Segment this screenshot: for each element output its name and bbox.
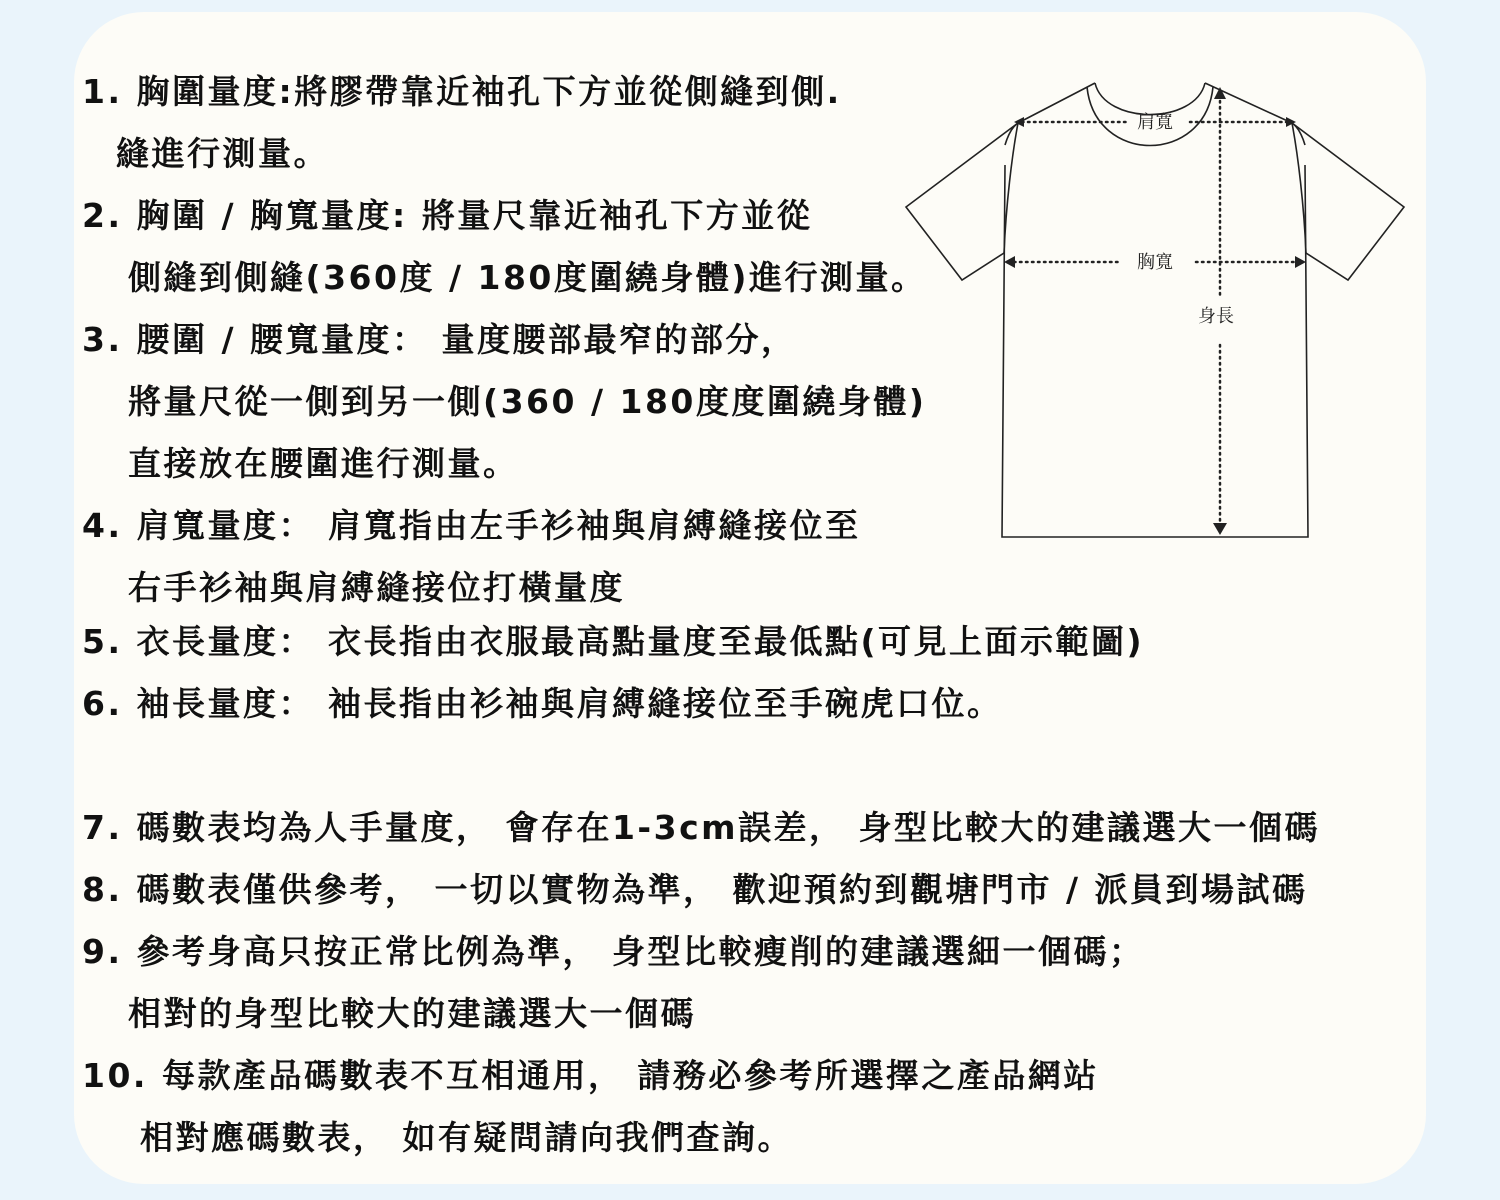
instruction-line: 1. 胸圍量度:將膠帶靠近袖孔下方並從側縫到側.: [82, 72, 842, 111]
instruction-line: 4. 肩寬量度： 肩寬指由左手衫袖與肩縛縫接位至: [82, 506, 861, 545]
instruction-line: 縫進行測量。: [116, 134, 329, 173]
instruction-line: 相對的身型比較大的建議選大一個碼: [128, 994, 696, 1033]
instruction-line: 10. 每款產品碼數表不互相通用， 請務必參考所選擇之產品網站: [82, 1056, 1099, 1095]
instruction-line: 將量尺從一側到另一側(360 / 180度度圍繞身體): [128, 382, 927, 421]
instruction-line: 3. 腰圍 / 腰寬量度： 量度腰部最窄的部分，: [82, 320, 797, 359]
instruction-line: 7. 碼數表均為人手量度， 會存在1-3cm誤差， 身型比較大的建議選大一個碼: [82, 808, 1321, 847]
instruction-line: 6. 袖長量度： 袖長指由衫袖與肩縛縫接位至手碗虎口位。: [82, 684, 1003, 723]
instruction-line: 8. 碼數表僅供參考， 一切以實物為準， 歡迎預約到觀塘門市 / 派員到場試碼: [82, 870, 1308, 909]
instruction-line: 直接放在腰圍進行測量。: [128, 444, 519, 483]
instruction-line: 側縫到側縫(360度 / 180度圍繞身體)進行測量。: [128, 258, 927, 297]
instruction-line: 9. 參考身高只按正常比例為準， 身型比較瘦削的建議選細一個碼；: [82, 932, 1145, 971]
chest-width-label: 胸寬: [1137, 252, 1173, 273]
instruction-line: 2. 胸圍 / 胸寬量度: 將量尺靠近袖孔下方並從: [82, 196, 813, 235]
instruction-line: 右手衫袖與肩縛縫接位打橫量度: [128, 568, 625, 607]
shoulder-width-label: 肩寬: [1137, 112, 1173, 133]
tshirt-diagram: [900, 75, 1410, 545]
instruction-line: 5. 衣長量度： 衣長指由衣服最高點量度至最低點(可見上面示範圖): [82, 622, 1145, 661]
body-length-label: 身長: [1198, 306, 1234, 327]
instruction-line: 相對應碼數表， 如有疑問請向我們查詢。: [140, 1118, 793, 1157]
tshirt-outline-icon: [900, 75, 1410, 545]
